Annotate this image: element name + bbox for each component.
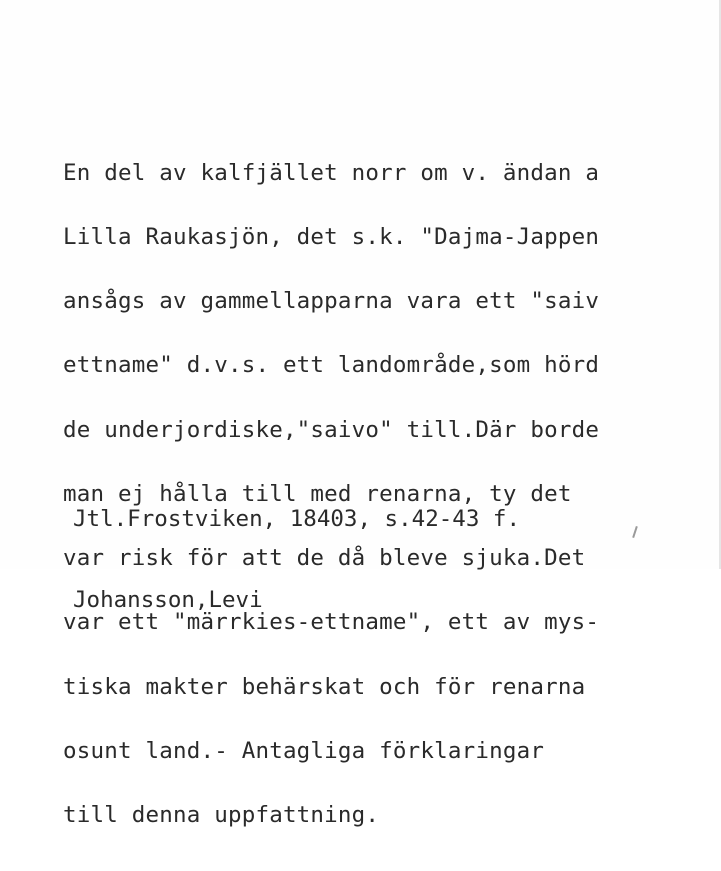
body-line: var risk för att de då bleve sjuka.Det xyxy=(63,545,586,572)
informant-line: Johansson,Levi xyxy=(73,587,263,613)
body-line: ettname" d.v.s. ett landområde,som hörd xyxy=(63,352,600,379)
body-line: Lilla Raukasjön, det s.k. "Dajma-Jappen xyxy=(63,224,600,251)
pencil-mark xyxy=(632,526,638,538)
body-line: var ett "märrkies-ettname", ett av mys- xyxy=(63,609,600,636)
body-line: de underjordiske,"saivo" till.Där borde xyxy=(63,416,600,443)
body-line: tiska makter behärskat och för renarna xyxy=(63,673,586,700)
body-line: till denna uppfattning. xyxy=(63,802,380,828)
card-reference xyxy=(73,452,520,668)
body-line: ansågs av gammellapparna vara ett "saiv xyxy=(63,288,600,315)
source-line: Jtl.Frostviken, 18403, s.42-43 f. xyxy=(73,506,521,532)
body-line: En del av kalfjället norr om v. ändan a xyxy=(63,159,600,186)
body-line: osunt land.- Antagliga förklaringar xyxy=(63,737,545,764)
body-line: man ej hålla till med renarna, ty det xyxy=(63,480,572,507)
